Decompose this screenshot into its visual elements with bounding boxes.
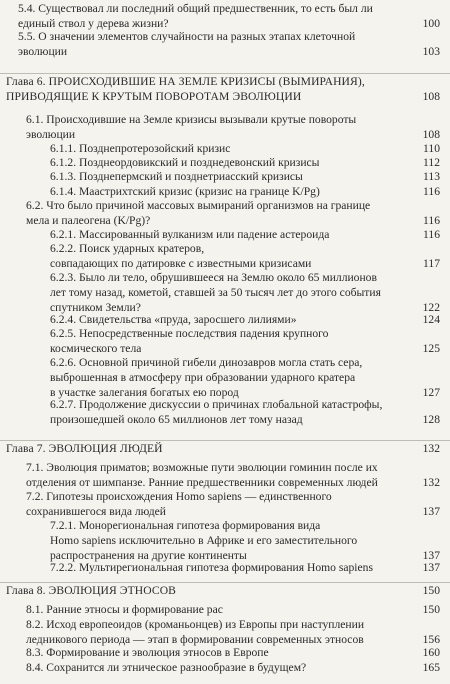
toc-line-text: 6.1. Происходившие на Земле кризисы вызывали крутые повороты [26,113,357,126]
toc-page-number: 132 [422,442,440,455]
toc-line-text: отделения от шимпанзе. Ранние предшественники современных людей [26,475,378,489]
toc-entry [0,603,450,618]
toc-line-text: 5.5. О значении элементов случайности на разных этапах клеточной [18,30,356,43]
toc-page-number: 165 [422,661,440,674]
toc-entry [0,356,450,400]
toc-line-text: мела и палеогена (K/Pg)? [26,213,151,227]
toc-page-number: 108 [422,127,440,141]
toc-line [26,661,450,676]
toc-page-number: 112 [423,156,440,169]
toc-line-text: 6.2.5. Непосредственные последствия падения крупного [50,327,329,340]
toc-line-text: космического тела [50,341,142,355]
toc-entry [0,618,450,648]
toc-entry [0,271,450,315]
toc-line [50,313,450,328]
toc-line [6,584,450,599]
toc-line [50,271,450,286]
toc-page-number: 116 [423,185,440,198]
toc-line [50,156,450,171]
toc-page-number: 124 [422,313,440,326]
toc-page-number: 103 [422,44,440,58]
toc-line [50,142,450,157]
toc-line-text: 6.2.6. Основной причиной гибели динозавров могла стать сера, [50,356,363,369]
toc-line [50,342,450,357]
toc-line [26,646,450,661]
toc-line [50,519,450,534]
toc-page-number: 113 [423,170,440,183]
toc-page-number: 137 [422,561,440,574]
toc-entry [0,242,450,272]
toc-line-text: 6.1.4. Маастрихтский кризис (кризис на границе K/Pg) [50,185,320,198]
toc-line [6,90,450,105]
toc-line [26,113,450,128]
toc-line-text: 6.2.2. Поиск ударных кратеров, [50,242,205,255]
toc-line-text: 6.1.1. Позднепротерозойский кризис [50,142,231,155]
toc-entry [0,170,450,185]
toc-line-text: выброшенная в атмосферу при образовании ударного кратера [50,370,356,384]
toc-line-text: 6.2. Что было причиной массовых вымираний организмов на границе [26,199,371,212]
toc-page-number: 125 [422,341,440,355]
toc-line [50,398,450,413]
toc-line-text: 8.4. Сохранится ли этническое разнообразие в будущем? [26,661,307,674]
toc-page-number: 100 [422,16,440,30]
toc-page-number: 156 [422,632,440,646]
toc-line [26,128,450,143]
toc-line [50,185,450,200]
toc-line-text: 8.3. Формирование и эволюция этносов в Европе [26,646,269,659]
toc-entry [0,519,450,563]
toc-line [26,490,450,505]
toc-line-text: Глава 6. ПРОИСХОДИВШИЕ НА ЗЕМЛЕ КРИЗИСЫ (ВЫМИРАНИЯ), [6,75,365,88]
toc-line [50,257,450,272]
toc-entry [0,30,450,60]
toc-chapter [0,73,450,105]
toc-line-text: спутником Земли? [50,300,141,314]
toc-line-text: единый ствол у дерева жизни? [18,16,169,30]
toc-line-text: произошедшей около 65 миллионов лет тому назад [50,412,303,426]
toc-line-text: 6.2.4. Свидетельства «пруда, заросшего лилиями» [50,313,297,326]
toc-line [26,476,450,491]
toc-page-number: 122 [422,300,440,314]
toc-line-text: эволюции [26,127,76,141]
toc-entry [0,646,450,661]
toc-line-text: 8.2. Исход европеоидов (кроманьонцев) из Европы при наступлении [26,618,365,631]
toc-line [50,286,450,301]
toc-line [50,228,450,243]
toc-entry [0,490,450,520]
toc-line-text: сохранившегося вида людей [26,504,167,518]
toc-entry [0,398,450,428]
toc-line-text: 7.2. Гипотезы происхождения Homo sapiens — единственного [26,490,332,503]
toc-line [18,45,450,60]
toc-line-text: 6.1.2. Позднеордовикский и позднедевонский кризисы [50,156,320,169]
toc-entry [0,142,450,157]
toc-entry [0,199,450,229]
toc-line [26,505,450,520]
toc-page-number: 116 [423,228,440,241]
toc-page-number: 108 [422,89,440,103]
toc-page-number: 150 [422,603,440,616]
toc-page-number: 117 [423,256,440,270]
toc-line-text: распространения на другие континенты [50,548,247,562]
toc-line-text: ледникового периода — этап в формировании современных этносов [26,632,364,646]
toc-line-text: 7.2.2. Мультирегиональная гипотеза формирования Homo sapiens [50,561,373,574]
toc-line [50,356,450,371]
toc-entry [0,185,450,200]
toc-entry [0,327,450,357]
toc-line-text: 6.2.1. Массированный вулканизм или падение астероида [50,228,330,241]
toc-line [26,461,450,476]
toc-line [50,242,450,257]
toc-line-text: ПРИВОДЯЩИЕ К КРУТЫМ ПОВОРОТАМ ЭВОЛЮЦИИ [6,89,302,103]
toc-line [6,442,450,457]
toc-line-text: Глава 8. ЭВОЛЮЦИЯ ЭТНОСОВ [6,584,177,597]
toc-chapter [0,440,450,457]
toc-page-number: 128 [422,412,440,426]
toc-page-number: 137 [422,504,440,518]
toc-page-number: 132 [422,475,440,489]
toc-line [50,371,450,386]
toc-line-text: 6.2.7. Продолжение дискуссии о причинах глобальной катастрофы, [50,398,383,411]
toc-page-number: 116 [423,213,440,227]
toc-line [26,199,450,214]
toc-line [18,2,450,17]
toc-line [26,618,450,633]
toc-entry [0,156,450,171]
toc-line-text: Глава 7. ЭВОЛЮЦИЯ ЛЮДЕЙ [6,442,163,455]
toc-line-text: совпадающих по датировке с известными кризисами [50,256,312,270]
toc-line [50,534,450,549]
toc-page-number: 127 [422,385,440,399]
toc-line [50,561,450,576]
toc-page-number: 137 [422,548,440,562]
toc-line [50,170,450,185]
toc-line-text: в участке залегания богатых ею пород [50,385,239,399]
toc-entry [0,661,450,676]
toc-chapter [0,582,450,599]
toc-entry [0,2,450,32]
toc-line [26,214,450,229]
toc-line [18,30,450,45]
toc-page-number: 160 [422,646,440,659]
toc-line [50,327,450,342]
toc-line [50,413,450,428]
toc-line [26,603,450,618]
toc-line-text: лет тому назад, кометой, ставшей за 50 тысяч лет до этого события [50,285,381,299]
toc-line-text: 6.2.3. Было ли тело, обрушившееся на Землю около 65 миллионов [50,271,377,284]
toc-line-text: 8.1. Ранние этносы и формирование рас [26,603,223,616]
toc-line-text: 7.2.1. Монорегиональная гипотеза формирования вида [50,519,321,532]
toc-entry [0,313,450,328]
toc-page-number: 150 [422,584,440,597]
toc-line-text: Homo sapiens исключительно в Африке и его заместительного [50,533,358,547]
toc-entry [0,228,450,243]
toc-entry [0,113,450,143]
toc-page-number: 110 [423,142,440,155]
toc-line [6,75,450,90]
toc-line-text: 6.1.3. Позднепермский и позднетриасский кризисы [50,170,303,183]
toc-line-text: 7.1. Эволюция приматов; возможные пути эволюции гоминин после их [26,461,378,474]
toc-line-text: 5.4. Существовал ли последний общий предшественник, то есть был ли [18,2,373,15]
toc-entry [0,561,450,576]
toc-line-text: эволюции [18,44,68,58]
toc-entry [0,461,450,491]
